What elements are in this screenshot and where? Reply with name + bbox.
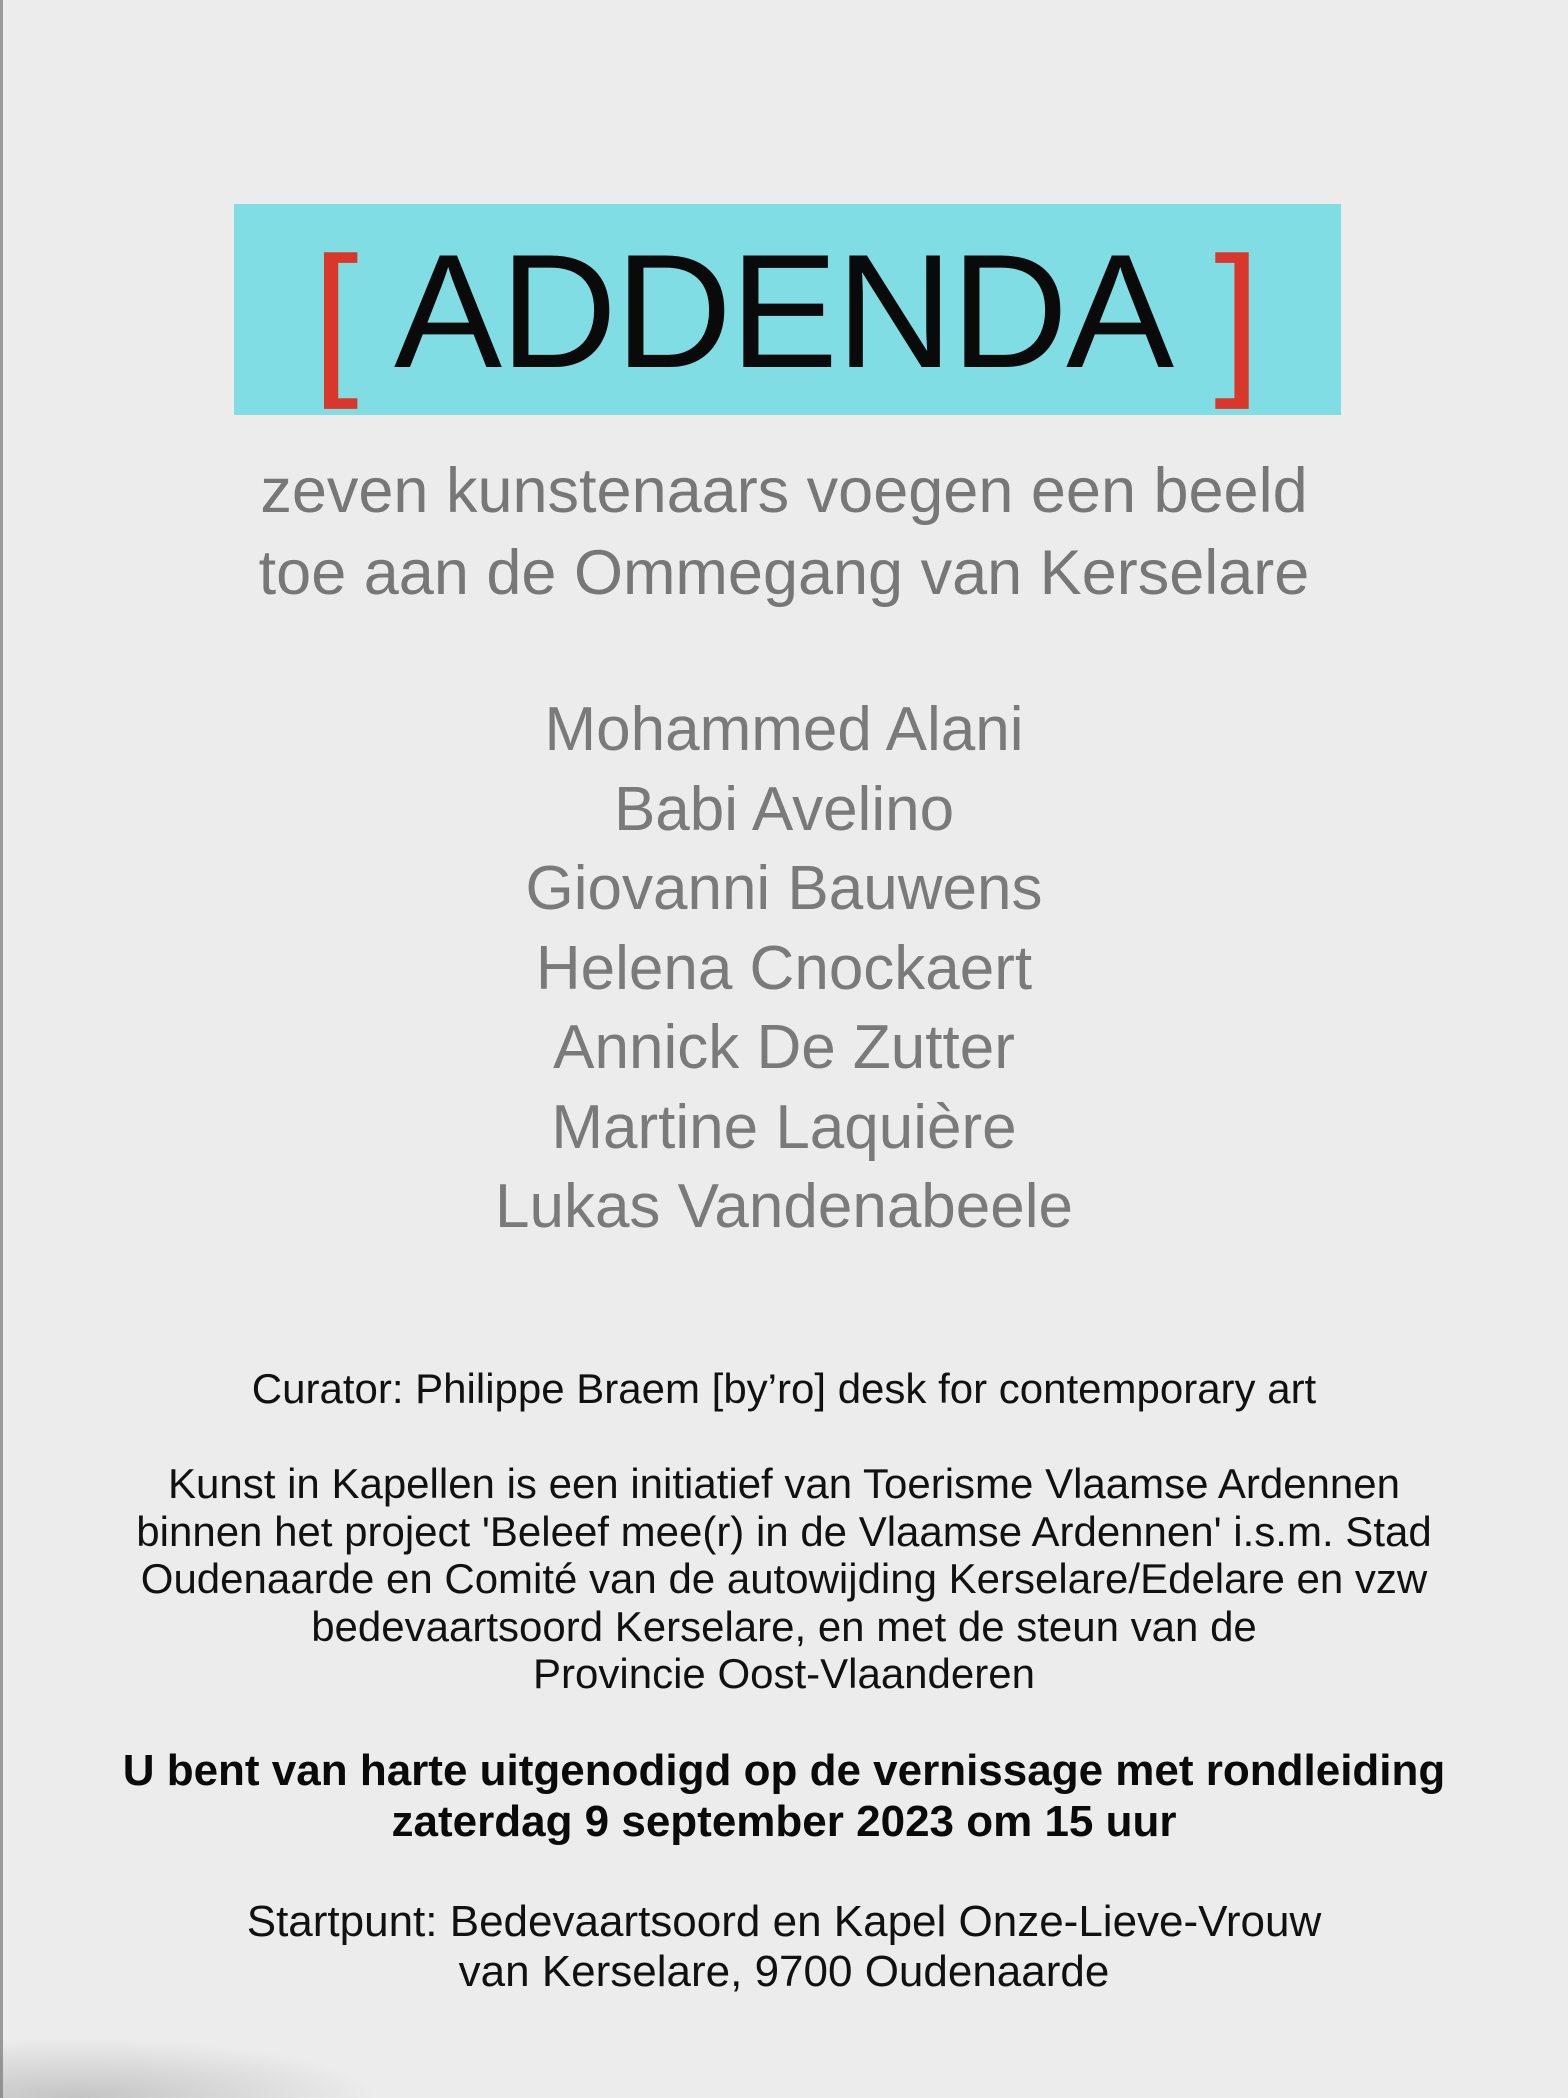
info-line: Provincie Oost-Vlaanderen	[533, 1650, 1035, 1697]
artist-name: Annick De Zutter	[553, 1013, 1015, 1082]
artist-name: Mohammed Alani	[544, 695, 1024, 764]
info-line: binnen het project 'Beleef mee(r) in de Vlaamse Ardennen' i.s.m. Stad	[136, 1507, 1432, 1555]
artist-name: Giovanni Bauwens	[525, 854, 1043, 923]
startpoint-line: Startpunt: Bedevaartsoord en Kapel Onze-Lieve-Vrouw	[246, 1897, 1322, 1946]
subtitle-line: zeven kunstenaars voegen een beeld	[260, 456, 1308, 526]
startpoint-address: van Kerselare, 9700 Oudenaarde	[458, 1947, 1110, 1996]
subtitle-line: toe aan de Ommegang van Kerselare	[258, 538, 1310, 608]
organizer-info	[0, 1460, 1568, 1698]
info-line: Oudenaarde en Comité van de autowijding Kerselare/Edelare en vzw	[140, 1555, 1428, 1602]
artist-name: Martine Laquière	[551, 1092, 1017, 1162]
startpoint	[0, 1897, 1568, 1997]
invitation-line: U bent van harte uitgenodigd op de vernissage met rondleiding	[122, 1746, 1446, 1795]
title-banner	[234, 204, 1341, 415]
artist-name: Helena Cnockaert	[535, 933, 1033, 1003]
poster-title: ADDENDA	[394, 221, 1173, 402]
invitation-date: zaterdag 9 september 2023 om 15 uur	[391, 1797, 1177, 1846]
artist-name: Lukas Vandenabeele	[494, 1172, 1073, 1241]
curator-credit: Curator: Philippe Braem [by’ro] desk for contemporary art	[251, 1365, 1317, 1412]
open-bracket: [	[312, 222, 359, 410]
artist-name: Babi Avelino	[613, 774, 955, 844]
invitation	[0, 1745, 1568, 1847]
close-bracket: ]	[1214, 222, 1261, 410]
info-line: bedevaartsoord Kerselare, en met de steun van de	[311, 1602, 1257, 1650]
info-line: Kunst in Kapellen is een initiatief van Toerisme Vlaamse Ardennen	[168, 1460, 1400, 1507]
page-shadow	[0, 2038, 380, 2098]
artist-list	[0, 690, 1568, 1247]
subtitle	[0, 450, 1568, 614]
